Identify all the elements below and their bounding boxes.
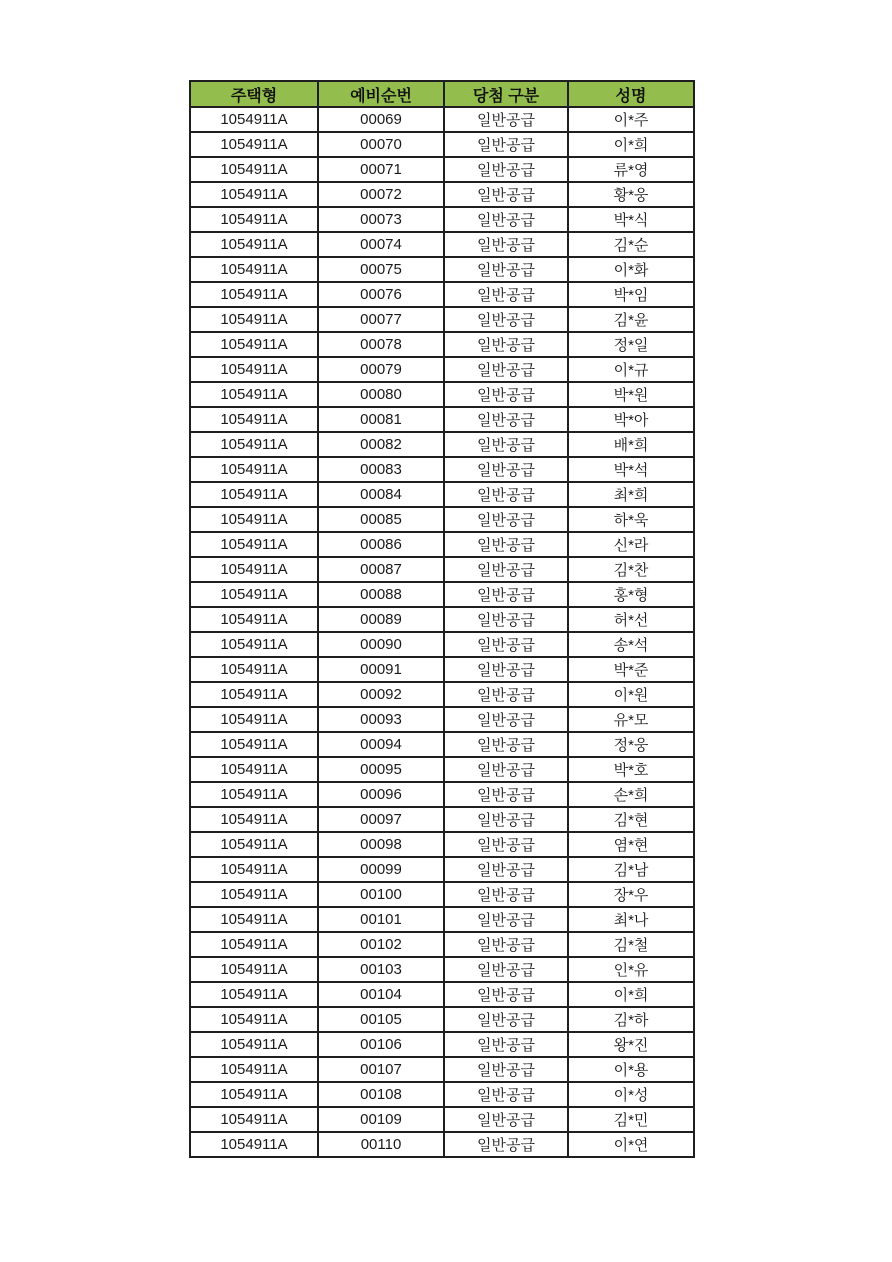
table-cell-name: 장*우 xyxy=(568,882,694,907)
table-cell-housing-type: 1054911A xyxy=(190,632,318,657)
table-cell-name: 박*호 xyxy=(568,757,694,782)
table-row xyxy=(190,257,694,282)
table-cell-reserve-number: 00099 xyxy=(318,857,444,882)
table-cell-reserve-number: 00077 xyxy=(318,307,444,332)
table-cell-housing-type: 1054911A xyxy=(190,1132,318,1157)
table-row xyxy=(190,532,694,557)
table-cell-winning-category: 일반공급 xyxy=(444,332,568,357)
table-cell-winning-category: 일반공급 xyxy=(444,657,568,682)
table-cell-winning-category: 일반공급 xyxy=(444,307,568,332)
table-cell-winning-category: 일반공급 xyxy=(444,357,568,382)
table-cell-winning-category: 일반공급 xyxy=(444,932,568,957)
table-cell-winning-category: 일반공급 xyxy=(444,732,568,757)
table-cell-winning-category: 일반공급 xyxy=(444,782,568,807)
table-cell-winning-category: 일반공급 xyxy=(444,182,568,207)
table-cell-reserve-number: 00076 xyxy=(318,282,444,307)
table-row xyxy=(190,907,694,932)
table-cell-name: 김*현 xyxy=(568,807,694,832)
table-row xyxy=(190,1032,694,1057)
table-cell-winning-category: 일반공급 xyxy=(444,282,568,307)
table-cell-reserve-number: 00109 xyxy=(318,1107,444,1132)
table-row xyxy=(190,707,694,732)
table-cell-winning-category: 일반공급 xyxy=(444,232,568,257)
table-cell-reserve-number: 00070 xyxy=(318,132,444,157)
table-cell-housing-type: 1054911A xyxy=(190,932,318,957)
table-cell-housing-type: 1054911A xyxy=(190,132,318,157)
table-cell-name: 박*원 xyxy=(568,382,694,407)
table-cell-name: 이*희 xyxy=(568,132,694,157)
table-cell-reserve-number: 00081 xyxy=(318,407,444,432)
table-cell-name: 이*규 xyxy=(568,357,694,382)
table-cell-housing-type: 1054911A xyxy=(190,357,318,382)
table-cell-winning-category: 일반공급 xyxy=(444,207,568,232)
table-cell-housing-type: 1054911A xyxy=(190,257,318,282)
table-cell-reserve-number: 00083 xyxy=(318,457,444,482)
table-cell-reserve-number: 00082 xyxy=(318,432,444,457)
table-row xyxy=(190,457,694,482)
table-cell-housing-type: 1054911A xyxy=(190,557,318,582)
table-row xyxy=(190,932,694,957)
table-cell-housing-type: 1054911A xyxy=(190,1082,318,1107)
table-cell-housing-type: 1054911A xyxy=(190,432,318,457)
table-row xyxy=(190,382,694,407)
table-cell-housing-type: 1054911A xyxy=(190,732,318,757)
table-cell-housing-type: 1054911A xyxy=(190,1032,318,1057)
table-cell-name: 박*석 xyxy=(568,457,694,482)
table-row xyxy=(190,882,694,907)
table-cell-winning-category: 일반공급 xyxy=(444,407,568,432)
table-cell-housing-type: 1054911A xyxy=(190,232,318,257)
table-row xyxy=(190,157,694,182)
table-cell-housing-type: 1054911A xyxy=(190,457,318,482)
table-row xyxy=(190,232,694,257)
table-cell-housing-type: 1054911A xyxy=(190,207,318,232)
table-cell-reserve-number: 00089 xyxy=(318,607,444,632)
table-cell-housing-type: 1054911A xyxy=(190,907,318,932)
table-cell-winning-category: 일반공급 xyxy=(444,607,568,632)
table-cell-reserve-number: 00086 xyxy=(318,532,444,557)
table-cell-name: 최*나 xyxy=(568,907,694,932)
table-cell-housing-type: 1054911A xyxy=(190,1107,318,1132)
column-header-winning-category: 당첨 구분 xyxy=(444,81,568,107)
table-cell-housing-type: 1054911A xyxy=(190,482,318,507)
table-cell-name: 송*석 xyxy=(568,632,694,657)
table-cell-housing-type: 1054911A xyxy=(190,1057,318,1082)
table-row xyxy=(190,757,694,782)
table-cell-reserve-number: 00106 xyxy=(318,1032,444,1057)
table-cell-name: 이*연 xyxy=(568,1132,694,1157)
table-cell-winning-category: 일반공급 xyxy=(444,907,568,932)
table-row xyxy=(190,207,694,232)
table-cell-reserve-number: 00100 xyxy=(318,882,444,907)
table-cell-housing-type: 1054911A xyxy=(190,682,318,707)
table-cell-winning-category: 일반공급 xyxy=(444,482,568,507)
table-cell-name: 홍*형 xyxy=(568,582,694,607)
table-cell-winning-category: 일반공급 xyxy=(444,507,568,532)
table-cell-housing-type: 1054911A xyxy=(190,282,318,307)
table-cell-winning-category: 일반공급 xyxy=(444,807,568,832)
table-cell-housing-type: 1054911A xyxy=(190,782,318,807)
table-cell-reserve-number: 00091 xyxy=(318,657,444,682)
table-cell-name: 이*화 xyxy=(568,257,694,282)
table-cell-reserve-number: 00093 xyxy=(318,707,444,732)
table-cell-name: 하*욱 xyxy=(568,507,694,532)
table-cell-reserve-number: 00071 xyxy=(318,157,444,182)
table-row xyxy=(190,1057,694,1082)
table-header-row xyxy=(190,81,694,107)
table-cell-winning-category: 일반공급 xyxy=(444,632,568,657)
table-cell-housing-type: 1054911A xyxy=(190,982,318,1007)
table-cell-housing-type: 1054911A xyxy=(190,157,318,182)
table-cell-housing-type: 1054911A xyxy=(190,607,318,632)
table-cell-housing-type: 1054911A xyxy=(190,507,318,532)
table-cell-name: 박*준 xyxy=(568,657,694,682)
table-cell-winning-category: 일반공급 xyxy=(444,857,568,882)
table-row xyxy=(190,557,694,582)
table-cell-housing-type: 1054911A xyxy=(190,107,318,132)
table-cell-winning-category: 일반공급 xyxy=(444,1107,568,1132)
table-cell-name: 김*하 xyxy=(568,1007,694,1032)
table-row xyxy=(190,1007,694,1032)
table-cell-reserve-number: 00104 xyxy=(318,982,444,1007)
table-cell-reserve-number: 00072 xyxy=(318,182,444,207)
table-cell-name: 이*희 xyxy=(568,982,694,1007)
table-row xyxy=(190,407,694,432)
column-header-name: 성명 xyxy=(568,81,694,107)
table-cell-name: 황*웅 xyxy=(568,182,694,207)
table-cell-name: 정*일 xyxy=(568,332,694,357)
table-cell-name: 이*성 xyxy=(568,1082,694,1107)
table-cell-name: 박*아 xyxy=(568,407,694,432)
table-cell-winning-category: 일반공급 xyxy=(444,582,568,607)
table-cell-housing-type: 1054911A xyxy=(190,407,318,432)
table-row xyxy=(190,982,694,1007)
table-cell-reserve-number: 00105 xyxy=(318,1007,444,1032)
table-cell-reserve-number: 00085 xyxy=(318,507,444,532)
table-cell-reserve-number: 00073 xyxy=(318,207,444,232)
table-cell-reserve-number: 00096 xyxy=(318,782,444,807)
table-cell-housing-type: 1054911A xyxy=(190,1007,318,1032)
table-cell-winning-category: 일반공급 xyxy=(444,707,568,732)
table-row xyxy=(190,957,694,982)
table-cell-name: 신*라 xyxy=(568,532,694,557)
table-cell-reserve-number: 00097 xyxy=(318,807,444,832)
table-cell-winning-category: 일반공급 xyxy=(444,682,568,707)
table-cell-reserve-number: 00074 xyxy=(318,232,444,257)
table-cell-reserve-number: 00098 xyxy=(318,832,444,857)
table-cell-name: 김*윤 xyxy=(568,307,694,332)
column-header-reserve-number: 예비순번 xyxy=(318,81,444,107)
table-cell-housing-type: 1054911A xyxy=(190,957,318,982)
table-cell-reserve-number: 00108 xyxy=(318,1082,444,1107)
table-row xyxy=(190,1132,694,1157)
table-cell-winning-category: 일반공급 xyxy=(444,257,568,282)
table-cell-housing-type: 1054911A xyxy=(190,582,318,607)
table-cell-winning-category: 일반공급 xyxy=(444,832,568,857)
table-row xyxy=(190,632,694,657)
table-cell-reserve-number: 00101 xyxy=(318,907,444,932)
lottery-table-container xyxy=(189,80,695,1158)
table-cell-winning-category: 일반공급 xyxy=(444,982,568,1007)
table-cell-winning-category: 일반공급 xyxy=(444,1007,568,1032)
table-row xyxy=(190,832,694,857)
table-cell-reserve-number: 00094 xyxy=(318,732,444,757)
table-row xyxy=(190,682,694,707)
table-cell-housing-type: 1054911A xyxy=(190,832,318,857)
table-cell-winning-category: 일반공급 xyxy=(444,382,568,407)
table-cell-housing-type: 1054911A xyxy=(190,657,318,682)
table-row xyxy=(190,482,694,507)
table-row xyxy=(190,182,694,207)
table-cell-winning-category: 일반공급 xyxy=(444,957,568,982)
table-cell-winning-category: 일반공급 xyxy=(444,1032,568,1057)
table-cell-reserve-number: 00102 xyxy=(318,932,444,957)
table-cell-winning-category: 일반공급 xyxy=(444,1057,568,1082)
table-row xyxy=(190,132,694,157)
table-cell-name: 배*희 xyxy=(568,432,694,457)
table-row xyxy=(190,657,694,682)
table-cell-name: 허*선 xyxy=(568,607,694,632)
table-cell-winning-category: 일반공급 xyxy=(444,557,568,582)
table-cell-name: 류*영 xyxy=(568,157,694,182)
table-cell-name: 이*용 xyxy=(568,1057,694,1082)
table-cell-reserve-number: 00090 xyxy=(318,632,444,657)
table-cell-housing-type: 1054911A xyxy=(190,707,318,732)
table-cell-winning-category: 일반공급 xyxy=(444,157,568,182)
table-cell-reserve-number: 00103 xyxy=(318,957,444,982)
table-cell-reserve-number: 00084 xyxy=(318,482,444,507)
table-row xyxy=(190,857,694,882)
table-cell-name: 박*임 xyxy=(568,282,694,307)
table-cell-winning-category: 일반공급 xyxy=(444,432,568,457)
table-cell-reserve-number: 00095 xyxy=(318,757,444,782)
table-cell-housing-type: 1054911A xyxy=(190,332,318,357)
table-cell-housing-type: 1054911A xyxy=(190,532,318,557)
table-cell-reserve-number: 00078 xyxy=(318,332,444,357)
table-cell-reserve-number: 00079 xyxy=(318,357,444,382)
table-cell-winning-category: 일반공급 xyxy=(444,757,568,782)
table-row xyxy=(190,607,694,632)
table-row xyxy=(190,432,694,457)
table-cell-housing-type: 1054911A xyxy=(190,857,318,882)
table-row xyxy=(190,307,694,332)
table-cell-name: 인*유 xyxy=(568,957,694,982)
table-row xyxy=(190,807,694,832)
table-cell-reserve-number: 00088 xyxy=(318,582,444,607)
table-cell-reserve-number: 00110 xyxy=(318,1132,444,1157)
table-row xyxy=(190,1107,694,1132)
table-row xyxy=(190,357,694,382)
table-cell-name: 이*원 xyxy=(568,682,694,707)
table-cell-housing-type: 1054911A xyxy=(190,182,318,207)
table-cell-reserve-number: 00107 xyxy=(318,1057,444,1082)
table-cell-name: 정*웅 xyxy=(568,732,694,757)
table-row xyxy=(190,1082,694,1107)
lottery-results-table xyxy=(189,80,695,1158)
table-cell-name: 김*철 xyxy=(568,932,694,957)
table-cell-name: 염*현 xyxy=(568,832,694,857)
table-cell-housing-type: 1054911A xyxy=(190,882,318,907)
table-cell-name: 김*민 xyxy=(568,1107,694,1132)
table-cell-reserve-number: 00087 xyxy=(318,557,444,582)
table-cell-reserve-number: 00080 xyxy=(318,382,444,407)
table-row xyxy=(190,732,694,757)
table-cell-name: 최*희 xyxy=(568,482,694,507)
table-cell-winning-category: 일반공급 xyxy=(444,1132,568,1157)
table-cell-winning-category: 일반공급 xyxy=(444,532,568,557)
table-row xyxy=(190,507,694,532)
table-row xyxy=(190,107,694,132)
table-cell-name: 김*남 xyxy=(568,857,694,882)
table-cell-reserve-number: 00075 xyxy=(318,257,444,282)
table-cell-name: 손*희 xyxy=(568,782,694,807)
table-row xyxy=(190,782,694,807)
table-cell-name: 이*주 xyxy=(568,107,694,132)
table-row xyxy=(190,582,694,607)
column-header-housing-type: 주택형 xyxy=(190,81,318,107)
table-row xyxy=(190,332,694,357)
table-cell-name: 유*모 xyxy=(568,707,694,732)
table-cell-winning-category: 일반공급 xyxy=(444,457,568,482)
table-cell-housing-type: 1054911A xyxy=(190,807,318,832)
table-cell-housing-type: 1054911A xyxy=(190,382,318,407)
table-cell-winning-category: 일반공급 xyxy=(444,132,568,157)
table-cell-reserve-number: 00092 xyxy=(318,682,444,707)
table-cell-winning-category: 일반공급 xyxy=(444,882,568,907)
table-cell-name: 김*순 xyxy=(568,232,694,257)
table-cell-name: 박*식 xyxy=(568,207,694,232)
table-cell-housing-type: 1054911A xyxy=(190,307,318,332)
table-cell-name: 왕*진 xyxy=(568,1032,694,1057)
table-cell-name: 김*찬 xyxy=(568,557,694,582)
table-cell-housing-type: 1054911A xyxy=(190,757,318,782)
table-cell-winning-category: 일반공급 xyxy=(444,107,568,132)
table-cell-reserve-number: 00069 xyxy=(318,107,444,132)
table-cell-winning-category: 일반공급 xyxy=(444,1082,568,1107)
table-row xyxy=(190,282,694,307)
